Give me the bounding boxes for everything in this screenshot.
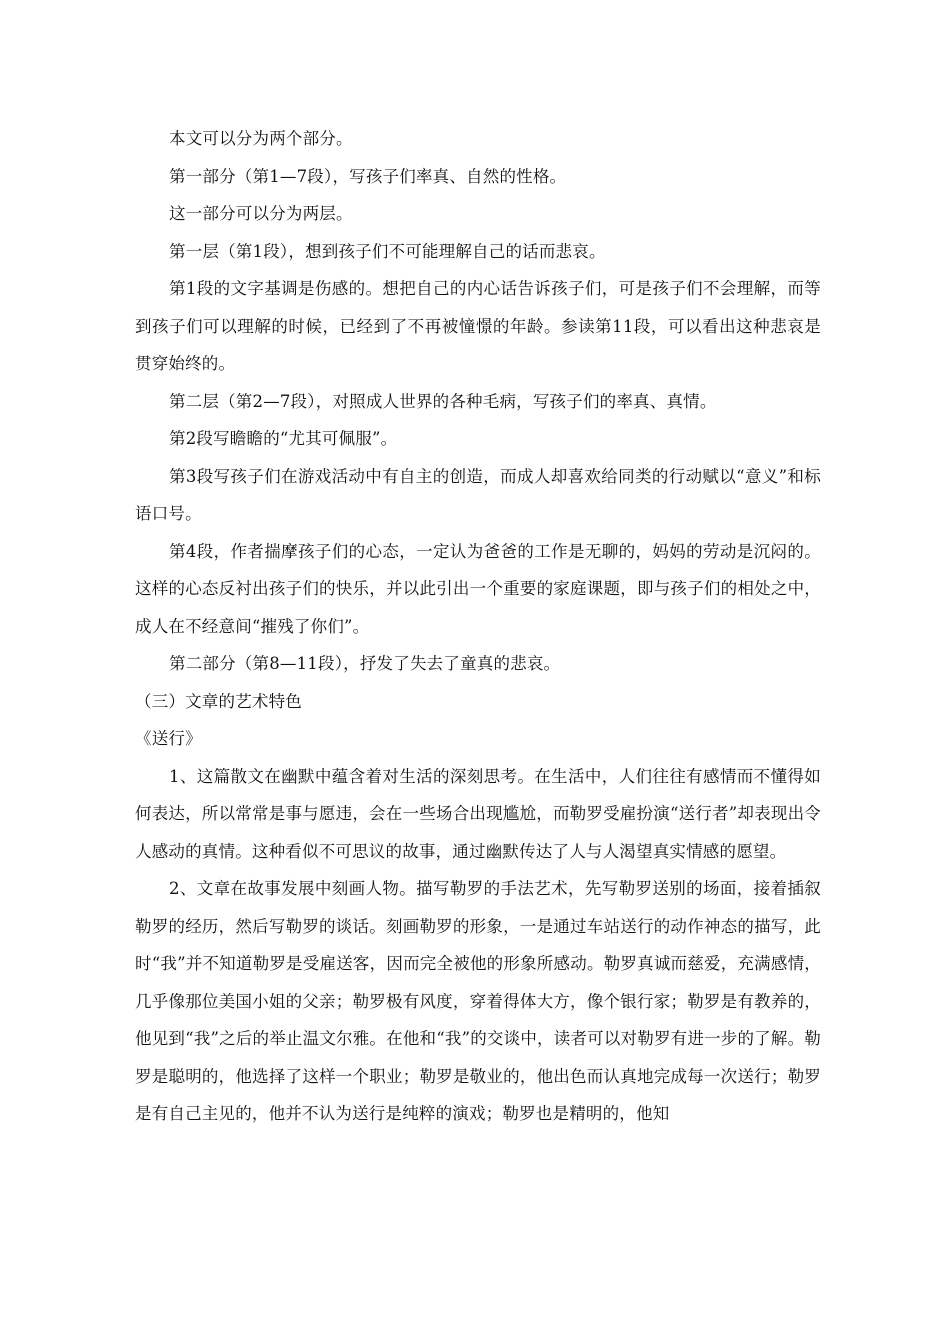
- paragraph: 第1段的文字基调是伤感的。想把自己的内心话告诉孩子们，可是孩子们不会理解，而等到孩子们可以理解的时候，已经到了不再被憧憬的年龄。参读第11段，可以看出这种悲哀是贯穿始终的。: [135, 279, 821, 373]
- paragraph: 1、这篇散文在幽默中蕴含着对生活的深刻思考。在生活中，人们往往有感情而不懂得如何表达，所以常常是事与愿违，会在一些场合出现尴尬，而勒罗受雇扮演“送行者”却表现出令人感动的真情。这种看似不可思议的故事，通过幽默传达了人与人渴望真实情感的愿望。: [135, 766, 821, 861]
- document-body: [135, 120, 821, 1133]
- paragraph: 第3段写孩子们在游戏活动中有自主的创造，而成人却喜欢给同类的行动赋以“意义”和标语口号。: [135, 466, 821, 523]
- paragraph: 第一部分（第1—7段），写孩子们率真、自然的性格。: [169, 166, 567, 186]
- paragraph: 第4段，作者揣摩孩子们的心态，一定认为爸爸的工作是无聊的，妈妈的劳动是沉闷的。这样的心态反衬出孩子们的快乐，并以此引出一个重要的家庭课题，即与孩子们的相处之中，成人在不经意间“摧残了你们”。: [135, 541, 821, 636]
- paragraph: 本文可以分为两个部分。: [169, 129, 353, 148]
- section-heading: （三）文章的艺术特色: [135, 691, 302, 711]
- paragraph: 第二层（第2—7段），对照成人世界的各种毛病，写孩子们的率真、真情。: [169, 391, 717, 411]
- paragraph: 2、文章在故事发展中刻画人物。描写勒罗的手法艺术，先写勒罗送别的场面，接着插叙勒罗的经历，然后写勒罗的谈话。刻画勒罗的形象，一是通过车站送行的动作神态的描写，此时“我”并不知道勒罗是受雇送客，因而完全被他的形象所感动。勒罗真诚而慈爱，充满感情，几乎像那位美国小姐的父亲；勒罗极有风度，穿着得体大方，像个银行家；勒罗是有教养的，他见到“我”之后的举止温文尔雅。在他和“我”的交谈中，读者可以对勒罗有进一步的了解。勒罗是聪明的，他选择了这样一个职业；勒罗是敬业的，他出色而认真地完成每一次送行；勒罗是有自己主见的，他并不认为送行是纯粹的演戏；勒罗也是精明的，他知: [135, 879, 821, 1123]
- paragraph: 第一层（第1段），想到孩子们不可能理解自己的话而悲哀。: [169, 241, 606, 261]
- paragraph: 第2段写瞻瞻的“尤其可佩服”。: [169, 429, 398, 448]
- paragraph: 第二部分（第8—11段），抒发了失去了童真的悲哀。: [169, 654, 561, 673]
- subsection-title: 《送行》: [135, 729, 202, 748]
- paragraph: 这一部分可以分为两层。: [169, 204, 353, 223]
